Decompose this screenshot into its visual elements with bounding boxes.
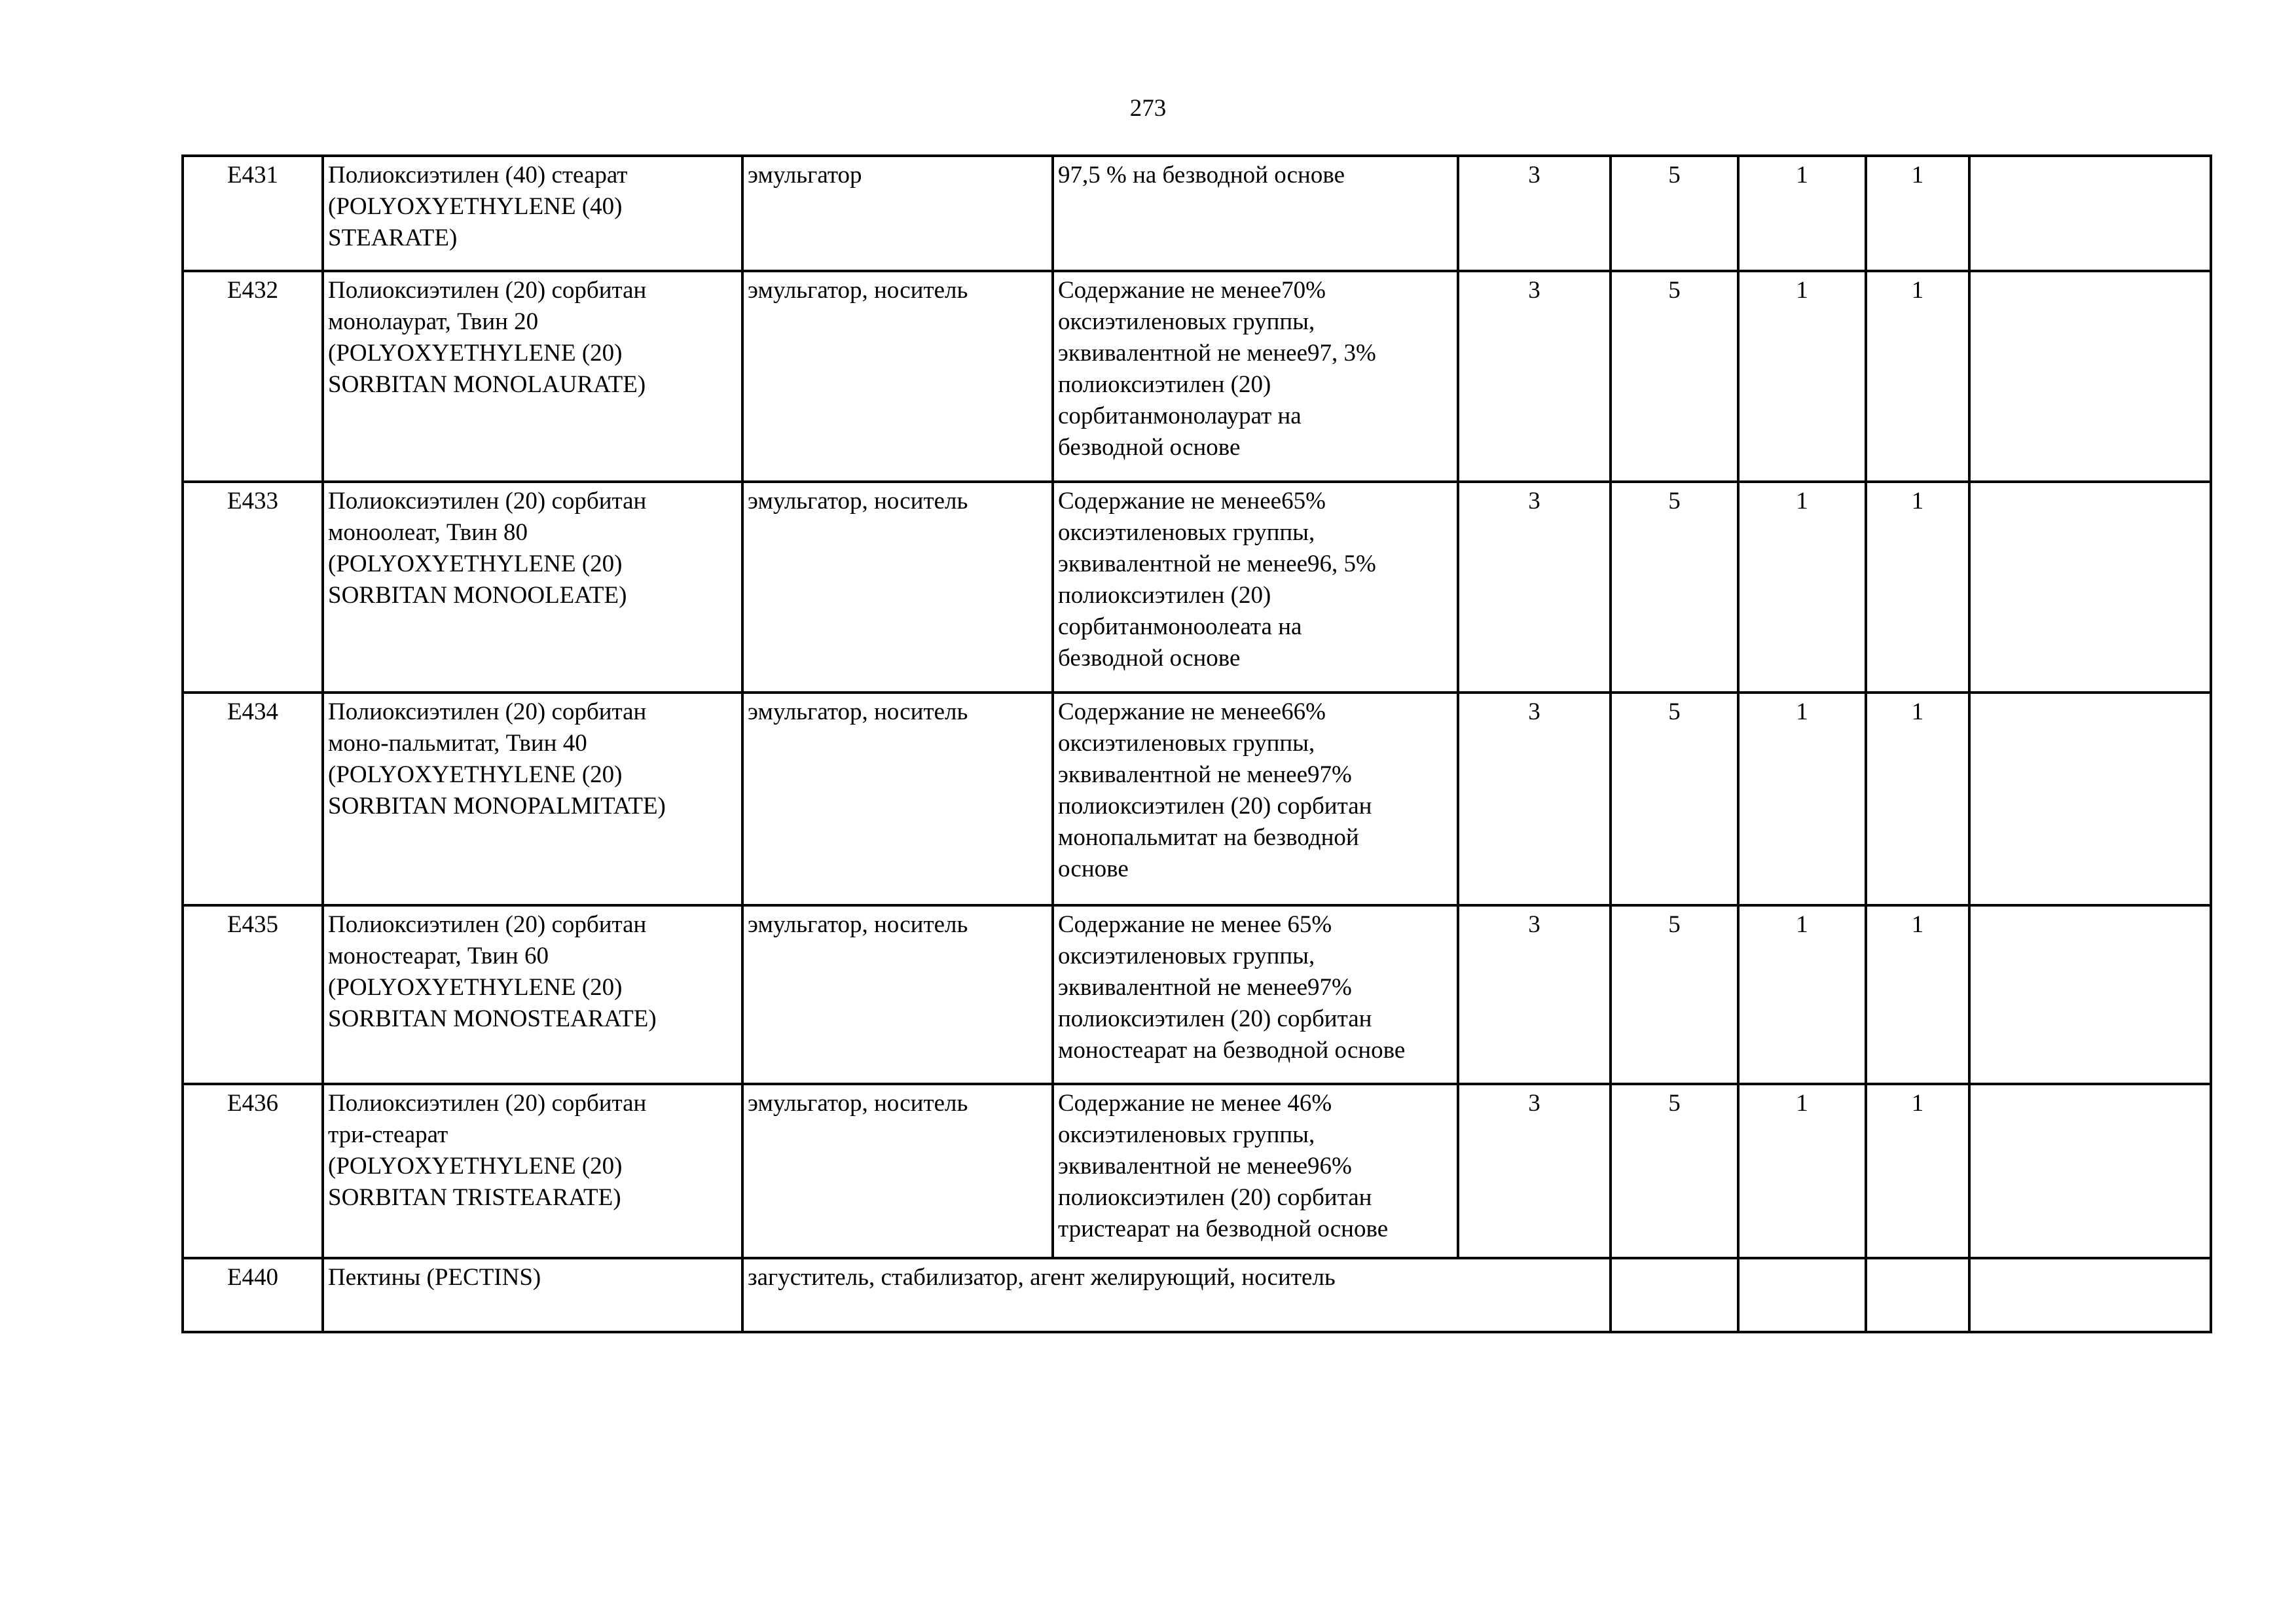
value-cell-3: 1: [1738, 905, 1866, 1084]
value-cell-1: 3: [1458, 905, 1611, 1084]
name-line: SORBITAN MONOLAURATE): [328, 371, 646, 398]
value-cell-3: 1: [1738, 482, 1866, 693]
function-cell: [742, 156, 1053, 271]
name-cell: [323, 156, 742, 271]
spec-line: Содержание не менее70%: [1058, 277, 1326, 304]
value-cell-2: [1611, 1258, 1738, 1332]
function-cell: [742, 905, 1053, 1084]
spec-line: моностеарат на безводной основе: [1058, 1037, 1406, 1064]
function-line: эмульгатор, носитель: [748, 911, 968, 938]
code-cell: E432: [183, 271, 323, 482]
spec-line: полиоксиэтилен (20) сорбитан: [1058, 1005, 1372, 1032]
value-cell-5: [1969, 905, 2211, 1084]
spec-line: оксиэтиленовых группы,: [1058, 730, 1315, 757]
spec-line: эквивалентной не менее97, 3%: [1058, 340, 1376, 367]
spec-line: 97,5 % на безводной основе: [1058, 162, 1345, 189]
name-line: STEARATE): [328, 225, 458, 251]
spec-line: полиоксиэтилен (20) сорбитан: [1058, 1184, 1372, 1211]
value-cell-4: 1: [1866, 1084, 1969, 1258]
value-cell-1: 3: [1458, 482, 1611, 693]
spec-line: основе: [1058, 856, 1129, 882]
name-line: моно-пальмитат, Твин 40: [328, 730, 587, 757]
spec-line: тристеарат на безводной основе: [1058, 1216, 1389, 1242]
table-row: [183, 693, 2211, 905]
spec-line: сорбитанмоноолеата на: [1058, 613, 1302, 640]
spec-line: Содержание не менее 65%: [1058, 911, 1332, 938]
table-row: [183, 1084, 2211, 1258]
spec-line: эквивалентной не менее97%: [1058, 974, 1352, 1001]
table-row-last: [183, 1258, 2211, 1332]
spec-cell: [1053, 482, 1458, 693]
name-line: SORBITAN MONOSTEARATE): [328, 1005, 657, 1032]
name-line: (POLYOXYETHYLENE (20): [328, 340, 623, 367]
code-cell: E434: [183, 693, 323, 905]
value-cell-5: [1969, 156, 2211, 271]
spec-line: безводной основе: [1058, 645, 1241, 672]
function-line: эмульгатор: [748, 162, 862, 189]
table-row: [183, 482, 2211, 693]
value-cell-4: 1: [1866, 482, 1969, 693]
name-line: (POLYOXYETHYLENE (40): [328, 193, 623, 220]
name-line: Полиоксиэтилен (20) сорбитан: [328, 911, 647, 938]
name-cell: [323, 693, 742, 905]
name-cell: [323, 905, 742, 1084]
spec-line: безводной основе: [1058, 434, 1241, 461]
function-cell: [742, 693, 1053, 905]
spec-line: полиоксиэтилен (20): [1058, 582, 1271, 609]
function-cell: [742, 271, 1053, 482]
spec-cell: [1053, 156, 1458, 271]
function-cell: [742, 1084, 1053, 1258]
value-cell-1: 3: [1458, 156, 1611, 271]
value-cell-1: 3: [1458, 271, 1611, 482]
spec-line: оксиэтиленовых группы,: [1058, 308, 1315, 335]
name-line: моноолеат, Твин 80: [328, 519, 528, 546]
function-cell-merged: [742, 1258, 1611, 1332]
name-line: три-стеарат: [328, 1121, 448, 1148]
value-cell-3: 1: [1738, 156, 1866, 271]
value-cell-4: [1866, 1258, 1969, 1332]
value-cell-3: 1: [1738, 1084, 1866, 1258]
name-cell: Пектины (PECTINS): [323, 1258, 742, 1332]
code-cell: E431: [183, 156, 323, 271]
function-cell: [742, 482, 1053, 693]
function-line: эмульгатор, носитель: [748, 277, 968, 304]
name-cell: [323, 271, 742, 482]
value-cell-4: 1: [1866, 693, 1969, 905]
spec-line: эквивалентной не менее96%: [1058, 1153, 1352, 1180]
code-cell: E433: [183, 482, 323, 693]
name-line: (POLYOXYETHYLENE (20): [328, 550, 623, 577]
page-number: 273: [1129, 95, 1167, 122]
spec-cell: [1053, 271, 1458, 482]
value-cell-2: 5: [1611, 271, 1738, 482]
value-cell-5: [1969, 271, 2211, 482]
name-line: (POLYOXYETHYLENE (20): [328, 974, 623, 1001]
value-cell-3: 1: [1738, 693, 1866, 905]
name-cell: [323, 482, 742, 693]
name-line: SORBITAN TRISTEARATE): [328, 1184, 621, 1211]
spec-line: оксиэтиленовых группы,: [1058, 519, 1315, 546]
function-line: загуститель, стабилизатор, агент желирующий, носитель: [748, 1264, 1336, 1291]
spec-line: оксиэтиленовых группы,: [1058, 1121, 1315, 1148]
spec-line: монопальмитат на безводной: [1058, 824, 1359, 851]
spec-line: Содержание не менее66%: [1058, 698, 1326, 725]
spec-line: эквивалентной не менее97%: [1058, 761, 1352, 788]
value-cell-4: 1: [1866, 905, 1969, 1084]
spec-line: оксиэтиленовых группы,: [1058, 943, 1315, 969]
spec-cell: [1053, 905, 1458, 1084]
spec-line: Содержание не менее 46%: [1058, 1090, 1332, 1117]
function-line: эмульгатор, носитель: [748, 1090, 968, 1117]
code-cell: E435: [183, 905, 323, 1084]
value-cell-5: [1969, 482, 2211, 693]
spec-line: эквивалентной не менее96, 5%: [1058, 550, 1376, 577]
value-cell-1: 3: [1458, 1084, 1611, 1258]
function-line: эмульгатор, носитель: [748, 488, 968, 514]
code-cell: E440: [183, 1258, 323, 1332]
value-cell-4: 1: [1866, 156, 1969, 271]
function-line: эмульгатор, носитель: [748, 698, 968, 725]
spec-cell: [1053, 1084, 1458, 1258]
name-line: Полиоксиэтилен (20) сорбитан: [328, 1090, 647, 1117]
value-cell-3: 1: [1738, 271, 1866, 482]
name-line: (POLYOXYETHYLENE (20): [328, 1153, 623, 1180]
value-cell-5: [1969, 1258, 2211, 1332]
name-line: SORBITAN MONOPALMITATE): [328, 793, 666, 820]
table-row: [183, 271, 2211, 482]
value-cell-5: [1969, 1084, 2211, 1258]
value-cell-3: [1738, 1258, 1866, 1332]
table-row: [183, 156, 2211, 271]
value-cell-2: 5: [1611, 482, 1738, 693]
spec-line: Содержание не менее65%: [1058, 488, 1326, 514]
name-line: Полиоксиэтилен (20) сорбитан: [328, 277, 647, 304]
value-cell-2: 5: [1611, 156, 1738, 271]
name-line: моностеарат, Твин 60: [328, 943, 549, 969]
value-cell-4: 1: [1866, 271, 1969, 482]
table-row: [183, 905, 2211, 1084]
name-line: Полиоксиэтилен (20) сорбитан: [328, 488, 647, 514]
table-body: [183, 156, 2211, 1332]
spec-line: сорбитанмонолаурат на: [1058, 403, 1302, 429]
value-cell-5: [1969, 693, 2211, 905]
value-cell-2: 5: [1611, 693, 1738, 905]
name-line: Полиоксиэтилен (20) сорбитан: [328, 698, 647, 725]
spec-line: полиоксиэтилен (20) сорбитан: [1058, 793, 1372, 820]
name-line: (POLYOXYETHYLENE (20): [328, 761, 623, 788]
value-cell-2: 5: [1611, 1084, 1738, 1258]
name-line: SORBITAN MONOOLEATE): [328, 582, 627, 609]
name-cell: [323, 1084, 742, 1258]
additives-table: [181, 154, 2212, 1333]
name-line: Полиоксиэтилен (40) стеарат: [328, 162, 628, 189]
name-line: монолаурат, Твин 20: [328, 308, 539, 335]
spec-cell: [1053, 693, 1458, 905]
code-cell: E436: [183, 1084, 323, 1258]
value-cell-2: 5: [1611, 905, 1738, 1084]
spec-line: полиоксиэтилен (20): [1058, 371, 1271, 398]
value-cell-1: 3: [1458, 693, 1611, 905]
